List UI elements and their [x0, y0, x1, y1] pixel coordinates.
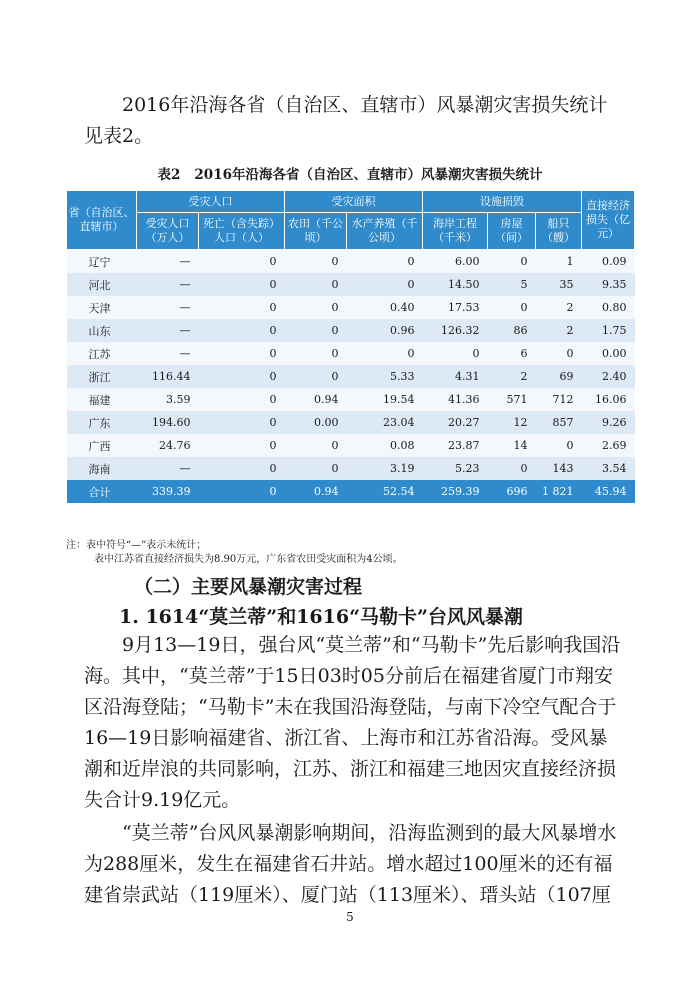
total-houses-cell: 696: [488, 480, 536, 503]
deaths-cell: 0: [199, 457, 285, 480]
table-row: [67, 411, 635, 434]
table-row: [67, 365, 635, 388]
ships-cell: 0: [536, 434, 582, 457]
province-cell: 河北: [67, 273, 137, 296]
coastal-works-cell: 4.31: [423, 365, 488, 388]
coastal-works-cell: 0: [423, 342, 488, 365]
header-direct-loss: 直接经济损失（亿元）: [582, 191, 635, 250]
ships-cell: 857: [536, 411, 582, 434]
aquaculture-cell: 23.04: [347, 411, 423, 434]
ships-cell: 0: [536, 342, 582, 365]
farmland-cell: 0: [285, 434, 347, 457]
note-line-1: 注：表中符号“—”表示未统计；: [66, 540, 207, 551]
aquaculture-cell: 5.33: [347, 365, 423, 388]
ships-cell: 1: [536, 250, 582, 274]
table-row: [67, 319, 635, 342]
affected-pop-cell: —: [137, 273, 199, 296]
farmland-cell: 0: [285, 319, 347, 342]
total-province-cell: 合计: [67, 480, 137, 503]
deaths-cell: 0: [199, 273, 285, 296]
farmland-cell: 0: [285, 250, 347, 274]
coastal-works-cell: 17.53: [423, 296, 488, 319]
province-cell: 浙江: [67, 365, 137, 388]
farmland-cell: 0: [285, 342, 347, 365]
loss-table: [66, 190, 635, 503]
deaths-cell: 0: [199, 434, 285, 457]
aquaculture-cell: 19.54: [347, 388, 423, 411]
direct-loss-cell: 2.40: [582, 365, 635, 388]
houses-cell: 12: [488, 411, 536, 434]
ships-cell: 2: [536, 296, 582, 319]
deaths-cell: 0: [199, 319, 285, 342]
total-ships-cell: 1 821: [536, 480, 582, 503]
affected-pop-cell: —: [137, 457, 199, 480]
total-deaths-cell: 0: [199, 480, 285, 503]
header-affected-area: 受灾面积: [285, 191, 423, 213]
body-paragraph-1: 9月13—19日，强台风“莫兰蒂”和“马勒卡”先后影响我国沿海。其中，“莫兰蒂”于15日03时05分前后在福建省厦门市翔安区沿海登陆；“马勒卡”未在我国沿海登陆，与南下冷空气配合于16—19日影响福建省、浙江省、上海市和江苏省沿海。受风暴潮和近岸浪的共同影响，江苏、浙江和福建三地因灾直接经济损失合计9.19亿元。: [84, 634, 621, 811]
farmland-cell: 0: [285, 365, 347, 388]
table-row: [67, 342, 635, 365]
coastal-works-cell: 14.50: [423, 273, 488, 296]
aquaculture-cell: 0: [347, 342, 423, 365]
coastal-works-cell: 23.87: [423, 434, 488, 457]
header-aquaculture: 水产养殖（千公顷）: [347, 213, 423, 250]
total-direct-loss-cell: 45.94: [582, 480, 635, 503]
coastal-works-cell: 41.36: [423, 388, 488, 411]
total-farmland-cell: 0.94: [285, 480, 347, 503]
direct-loss-cell: 9.35: [582, 273, 635, 296]
table-caption: [0, 163, 700, 183]
header-farmland: 农田（千公顷）: [285, 213, 347, 250]
total-aquaculture-cell: 52.54: [347, 480, 423, 503]
table-caption-number: 表2: [157, 167, 181, 183]
direct-loss-cell: 0.09: [582, 250, 635, 274]
ships-cell: 35: [536, 273, 582, 296]
province-cell: 广西: [67, 434, 137, 457]
farmland-cell: 0: [285, 273, 347, 296]
subsection-heading: 1. 1614“莫兰蒂”和1616“马勒卡”台风风暴潮: [119, 606, 523, 628]
header-deaths: 死亡（含失踪）人口（人）: [199, 213, 285, 250]
houses-cell: 0: [488, 296, 536, 319]
table-body: [67, 250, 635, 504]
deaths-cell: 0: [199, 342, 285, 365]
table-notes: [66, 539, 403, 567]
deaths-cell: 0: [199, 411, 285, 434]
ships-cell: 712: [536, 388, 582, 411]
ships-cell: 143: [536, 457, 582, 480]
province-cell: 福建: [67, 388, 137, 411]
province-cell: 天津: [67, 296, 137, 319]
farmland-cell: 0.00: [285, 411, 347, 434]
header-facility-damage: 设施损毁: [423, 191, 582, 213]
affected-pop-cell: —: [137, 250, 199, 274]
aquaculture-cell: 0.40: [347, 296, 423, 319]
ships-cell: 2: [536, 319, 582, 342]
coastal-works-cell: 126.32: [423, 319, 488, 342]
province-cell: 海南: [67, 457, 137, 480]
houses-cell: 14: [488, 434, 536, 457]
direct-loss-cell: 0.80: [582, 296, 635, 319]
houses-cell: 2: [488, 365, 536, 388]
province-cell: 山东: [67, 319, 137, 342]
header-affected-pop: 受灾人口（万人）: [137, 213, 199, 250]
note-line-2: 表中江苏省直接经济损失为8.90万元，广东省农田受灾面积为4公顷。: [94, 554, 403, 565]
header-province: 省（自治区、直辖市）: [67, 191, 137, 250]
deaths-cell: 0: [199, 250, 285, 274]
table-row: [67, 457, 635, 480]
table-caption-title: 2016年沿海各省（自治区、直辖市）风暴潮灾害损失统计: [194, 167, 543, 183]
table-row: [67, 388, 635, 411]
aquaculture-cell: 0: [347, 273, 423, 296]
page-number: 5: [346, 910, 354, 924]
affected-pop-cell: 24.76: [137, 434, 199, 457]
direct-loss-cell: 2.69: [582, 434, 635, 457]
coastal-works-cell: 5.23: [423, 457, 488, 480]
direct-loss-cell: 3.54: [582, 457, 635, 480]
affected-pop-cell: —: [137, 319, 199, 342]
coastal-works-cell: 6.00: [423, 250, 488, 274]
deaths-cell: 0: [199, 365, 285, 388]
province-cell: 江苏: [67, 342, 137, 365]
body-paragraph-2: “莫兰蒂”台风风暴潮影响期间，沿海监测到的最大风暴增水为288厘米，发生在福建省石井站。增水超过100厘米的还有福建省崇武站（119厘米）、厦门站（113厘米）、瑨头站（107厘: [84, 822, 617, 906]
header-houses: 房屋（间）: [488, 213, 536, 250]
aquaculture-cell: 0.08: [347, 434, 423, 457]
aquaculture-cell: 3.19: [347, 457, 423, 480]
header-ships: 船只（艘）: [536, 213, 582, 250]
direct-loss-cell: 1.75: [582, 319, 635, 342]
farmland-cell: 0.94: [285, 388, 347, 411]
table-row: [67, 273, 635, 296]
table-row: [67, 296, 635, 319]
header-affected-people: 受灾人口: [137, 191, 285, 213]
aquaculture-cell: 0.96: [347, 319, 423, 342]
deaths-cell: 0: [199, 296, 285, 319]
deaths-cell: 0: [199, 388, 285, 411]
header-coastal-works: 海岸工程（千米）: [423, 213, 488, 250]
houses-cell: 571: [488, 388, 536, 411]
table-total-row: [67, 480, 635, 503]
province-cell: 辽宁: [67, 250, 137, 274]
total-affected-pop-cell: 339.39: [137, 480, 199, 503]
affected-pop-cell: 194.60: [137, 411, 199, 434]
intro-paragraph: 2016年沿海各省（自治区、直辖市）风暴潮灾害损失统计见表2。: [84, 94, 608, 147]
province-cell: 广东: [67, 411, 137, 434]
ships-cell: 69: [536, 365, 582, 388]
direct-loss-cell: 9.26: [582, 411, 635, 434]
affected-pop-cell: 3.59: [137, 388, 199, 411]
total-coastal-works-cell: 259.39: [423, 480, 488, 503]
section-heading: （二）主要风暴潮灾害过程: [134, 576, 363, 598]
table-row: [67, 434, 635, 457]
direct-loss-cell: 0.00: [582, 342, 635, 365]
houses-cell: 86: [488, 319, 536, 342]
houses-cell: 0: [488, 250, 536, 274]
affected-pop-cell: —: [137, 342, 199, 365]
affected-pop-cell: 116.44: [137, 365, 199, 388]
houses-cell: 6: [488, 342, 536, 365]
direct-loss-cell: 16.06: [582, 388, 635, 411]
aquaculture-cell: 0: [347, 250, 423, 274]
farmland-cell: 0: [285, 296, 347, 319]
coastal-works-cell: 20.27: [423, 411, 488, 434]
houses-cell: 5: [488, 273, 536, 296]
farmland-cell: 0: [285, 457, 347, 480]
houses-cell: 0: [488, 457, 536, 480]
affected-pop-cell: —: [137, 296, 199, 319]
table-row: [67, 250, 635, 274]
